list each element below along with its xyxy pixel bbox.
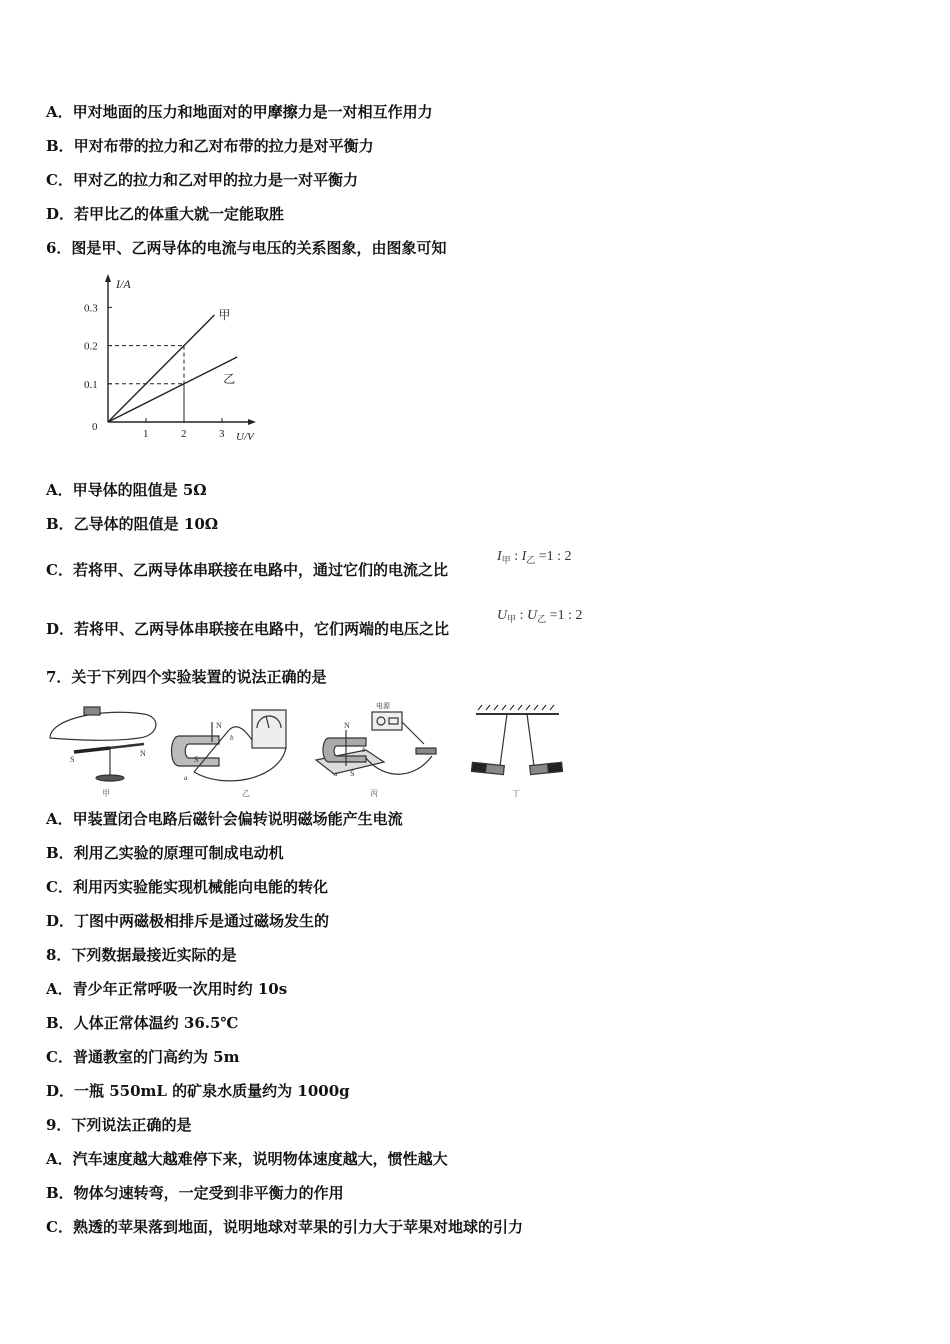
series-line-jia [108,315,214,422]
figure-label-yi: 乙 [242,789,250,798]
bing-label-b: b [362,746,366,754]
experiment-bing [316,701,436,798]
q6-formula-voltage-ratio: $U_甲$ : $U_乙 =1$ : 2 [497,608,583,624]
q7-option-a: A．甲装置闭合电路后磁针会偏转说明磁场能产生电流 [46,810,403,828]
q9-option-a: A．汽车速度越大越难停下来，说明物体速度越大，惯性越大 [46,1150,448,1168]
q6-option-d: D．若将甲、乙两导体串联接在电路中，它们两端的电压之比 [46,620,450,638]
x-tick-label: 1 [143,428,149,440]
experiment-figures [44,700,584,800]
q5-option-d: D．若甲比乙的体重大就一定能取胜 [46,205,285,223]
q5-option-c: C．甲对乙的拉力和乙对甲的拉力是一对平衡力 [46,171,358,189]
q7-option-d: D．丁图中两磁极相排斥是通过磁场发生的 [46,912,330,930]
q6-option-c: C．若将甲、乙两导体串联接在电路中，通过它们的电流之比 [46,561,448,579]
q6-formula-current-ratio: $I_甲$ : $I_乙 =1$ : 2 [497,549,572,565]
y-axis-label: I/A [116,277,131,291]
q8-option-c: C．普通教室的门高约为 5m [46,1048,240,1066]
series-line-yi [108,357,237,422]
q8-option-b: B．人体正常体温约 36.5℃ [46,1014,239,1032]
figure-label-jia: 甲 [102,789,110,798]
q7-option-b: B．利用乙实验的原理可制成电动机 [46,844,284,862]
q7-option-c: C．利用丙实验能实现机械能向电能的转化 [46,878,328,896]
bing-label-a: a [334,770,338,778]
y-axis-arrow [105,274,111,282]
q8-stem: 8．下列数据最接近实际的是 [46,946,237,964]
q7-stem: 7．关于下列四个实验装置的说法正确的是 [46,668,327,686]
yi-label-n: N [216,721,222,730]
bing-label-n: N [344,721,350,730]
experiment-yi [172,710,287,798]
x-tick-label: 2 [181,428,187,440]
y-tick-label: 0.3 [84,302,98,315]
experiment-ding [472,705,563,798]
bing-label-power: 电源 [376,702,390,710]
q6-stem: 6．图是甲、乙两导体的电流与电压的关系图象，由图象可知 [46,239,447,257]
experiment-jia [50,707,156,798]
q9-stem: 9．下列说法正确的是 [46,1116,192,1134]
x-axis-arrow [248,419,256,425]
q8-option-d: D．一瓶 550mL 的矿泉水质量约为 1000g [46,1082,350,1100]
figure-label-bing: 丙 [370,789,378,798]
q9-option-b: B．物体匀速转弯，一定受到非平衡力的作用 [46,1184,344,1202]
q8-option-a: A．青少年正常呼吸一次用时约 10s [46,980,288,998]
x-tick-label: 3 [219,428,225,440]
iv-graph [80,272,280,447]
y-tick-label: 0.2 [84,340,98,353]
x-axis-label: U/V [236,431,254,443]
yi-label-b: b [230,734,234,742]
series-label-jia: 甲 [218,308,231,323]
q6-option-b: B．乙导体的阻值是 10Ω [46,515,219,533]
q5-option-a: A．甲对地面的压力和地面对的甲摩擦力是一对相互作用力 [46,103,433,121]
bing-label-s: S [350,769,355,778]
jia-label-s: S [70,755,75,764]
yi-label-a: a [184,774,188,782]
y-tick-label: 0.1 [84,378,98,391]
q9-option-c: C．熟透的苹果落到地面，说明地球对苹果的引力大于苹果对地球的引力 [46,1218,523,1236]
yi-label-s: S [194,755,199,764]
jia-label-n: N [140,749,146,758]
series-label-yi: 乙 [223,372,236,387]
origin-label: 0 [92,421,98,433]
q5-option-b: B．甲对布带的拉力和乙对布带的拉力是对平衡力 [46,137,374,155]
q6-option-a: A．甲导体的阻值是 5Ω [46,481,207,499]
figure-label-ding: 丁 [512,789,520,798]
